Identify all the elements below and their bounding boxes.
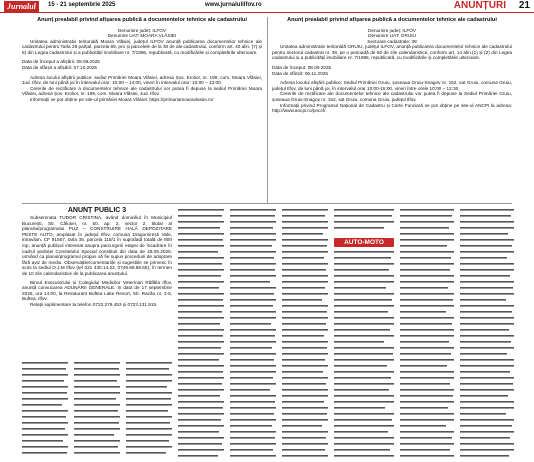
notice-line: Adresa locului afișării publice: Sediul Primăriei Gruiu, șoseaua Gruiu-Snagov nr. 152, sat Gruiu, comuna Gruiu, județul Ilfov, de luni până joi, în intervalul orar 10:00-15:00, vineri între orele 10:00 – 12:30.: [272, 80, 512, 91]
text-lines: [178, 207, 224, 460]
classified-column: [178, 207, 224, 460]
text-lines: [460, 207, 514, 460]
notice-title: Anunț prealabil privind afișarea publică a documentelor tehnice ale cadastrului: [287, 17, 497, 23]
section-title: ANUNȚURI: [453, 0, 506, 11]
notice-line: Informații se pot obține pe site-ul primăriei Moara Vlăsiei: https://primariamoaravlasiei.ro/: [30, 97, 214, 103]
notice-line: Data de sfârșit: 06.11.2025: [272, 70, 328, 76]
notice-line: Sectoare cadastrale: 38: [367, 38, 417, 44]
classified-column: [22, 360, 68, 460]
site-url[interactable]: www.jurnalulilfov.ro: [205, 2, 262, 8]
notice-line: Data de început: 08.09.2025: [272, 65, 332, 71]
text-lines: [230, 207, 276, 460]
notice-line: Denumire județ: ILFOV: [368, 27, 416, 33]
classified-column: [460, 207, 514, 460]
notice-line: Denumire UAT: GRUIU: [368, 33, 416, 39]
text-lines: [400, 207, 454, 460]
classified-column: [282, 207, 328, 460]
notice-moara-vlasiei: [22, 17, 262, 202]
classified-column: [400, 207, 454, 460]
page-number: 21: [518, 0, 530, 11]
classified-column: [74, 360, 120, 460]
public-notice: [22, 207, 172, 357]
auto-moto-banner: AUTO-MOTO: [334, 238, 394, 247]
notice-line: Denumire județ: ILFOV: [118, 27, 166, 33]
text-lines: [282, 207, 328, 460]
text-lines: [22, 360, 68, 460]
text-lines: [74, 360, 120, 460]
notice-line: Denumire UAT: MOARA VLĂSIEI: [107, 33, 177, 39]
public-notice-text: Biroul Executorului și Colegiului Medicilor Veterinari Răfăila Ilfov, anunță convocarea ADUNĂRII GENERALE. In data de 17 septembrie 2025, ora 14:00, la Restaurant Buftea Lake Resort, Str. Racău nr. 3-5, Buftea, Ilfov.: [22, 279, 172, 302]
text-lines: [126, 360, 172, 460]
notice-line: Adresa locului afișării publice: sediul Primăriei Moara Vlăsiei, adresa Șos. Erolior, nr. 199, com. Moara Vlăsiei, Jud. Ilfov, de luni până joi în intervalul orar: 10:00 – 14:00, vineri în intervalul orar: 10:00 – 13:00.: [22, 74, 262, 86]
notice-line: Informații privind Programul Național de Cadastru și Carte Funciară se pot obține pe site-ul ANCPI la adresa: http://www.ancpi.ro/pnccf/.: [272, 102, 512, 114]
notice-line: Data de sfârșit a afișării: 07.10.2025: [22, 65, 98, 71]
classified-column: [230, 207, 276, 460]
notice-line: Cererile de rectificare ale documentelor tehnice ale cadastrului vor putea fi depuse la Sediul Primăriei Gruiu, șoseaua Gruiu-Snagov nr. 152, sat Gruiu, comuna Gruiu, județul Ilfov.: [272, 91, 512, 103]
notice-line: Data de început a afișării: 08.09.2025: [22, 59, 100, 65]
auto-moto-column: [334, 207, 394, 460]
divider: [22, 203, 512, 204]
notice-line: Unitatea administrativ teritorială Moara Vlăsiei, județul ILFOV anunță publicarea documentelor tehnice ale cadastrului pentru Tarla 29 parțial, parcela 89, pro și parcelele de la 30 de ale cadastrului, conform art. 40 alin. (7) și 8) din Legea cadastrului și a publicității imobiliare nr. 7/1996, republicată, cu modificările și completările ulterioare.: [22, 38, 262, 55]
notice-gruiu: [272, 17, 512, 202]
newspaper-logo[interactable]: Jurnalul: [4, 1, 39, 12]
text-lines: [334, 207, 394, 231]
page-header: [0, 0, 534, 13]
classified-column: [126, 360, 172, 460]
public-notice-text: Subsemnata TUDOR CRISTINA, având domiciliul în Municipiul București, Str. Câlușei, nr. 50, ap. 2, sector 2, titular al planului/programului PUZ – CONSTRUIRE HALĂ DEPOZITARE PESTE AUTO, amplasat în județul Ilfov, comuna Dragomirești Vale, intravilan, CF 91567, tarla 35, parcela 118/1 în suprafață totală de 800 mp, anunță publicul interesat asupra parcurgerii etapei de încadrare în cadrul ședinței Comitetului Special constituit din data de 28.05.2025, urmând ca planul/programul propus să fie supus procedurii de adoptare fără aviz de mediu. Observațiile/comentariile și sugestiile se primesc în scris la sediul O.J.M Ilfov (tel 021 430.14.02, 0749.99.88.65), în termen de 10 zile calendaristice de la publicarea anunțului.: [22, 215, 172, 276]
notice-title: Anunț prealabil privind afișarea publică a documentelor tehnice ale cadastrului: [37, 17, 247, 23]
public-notice-title: ANUNȚ PUBLIC 3: [67, 207, 127, 214]
issue-date: 15 - 21 septembrie 2025: [48, 2, 116, 8]
notice-line: Cererile de rectificare a documentelor tehnice ale cadastrului vor putea fi depuse la sediul Primăriei Moara Vlăsiei, adresa Șos. Erolior, nr. 199, com. Moara Vlăsiei, Jud. Ilfov.: [22, 85, 262, 97]
notice-line: Unitatea administrativ teritorială GRUIU, județul ILFOV, anunță publicarea documentelor tehnice ale cadastrului pentru sectorul cadastral nr. 38, pe o perioadă de 60 de zile calendaristice, conform art. 14 alin.(1) și (2) din Legea cadastrului și a publicității imobiliare nr. 7/1996, republicată, cu modificările și completările ulterioare.: [272, 44, 512, 61]
text-lines: [334, 249, 394, 460]
divider: [267, 17, 268, 203]
public-notice-text: Relații suplimentare la telefon 0722.279.453 și 0723.131.915.: [30, 301, 158, 307]
